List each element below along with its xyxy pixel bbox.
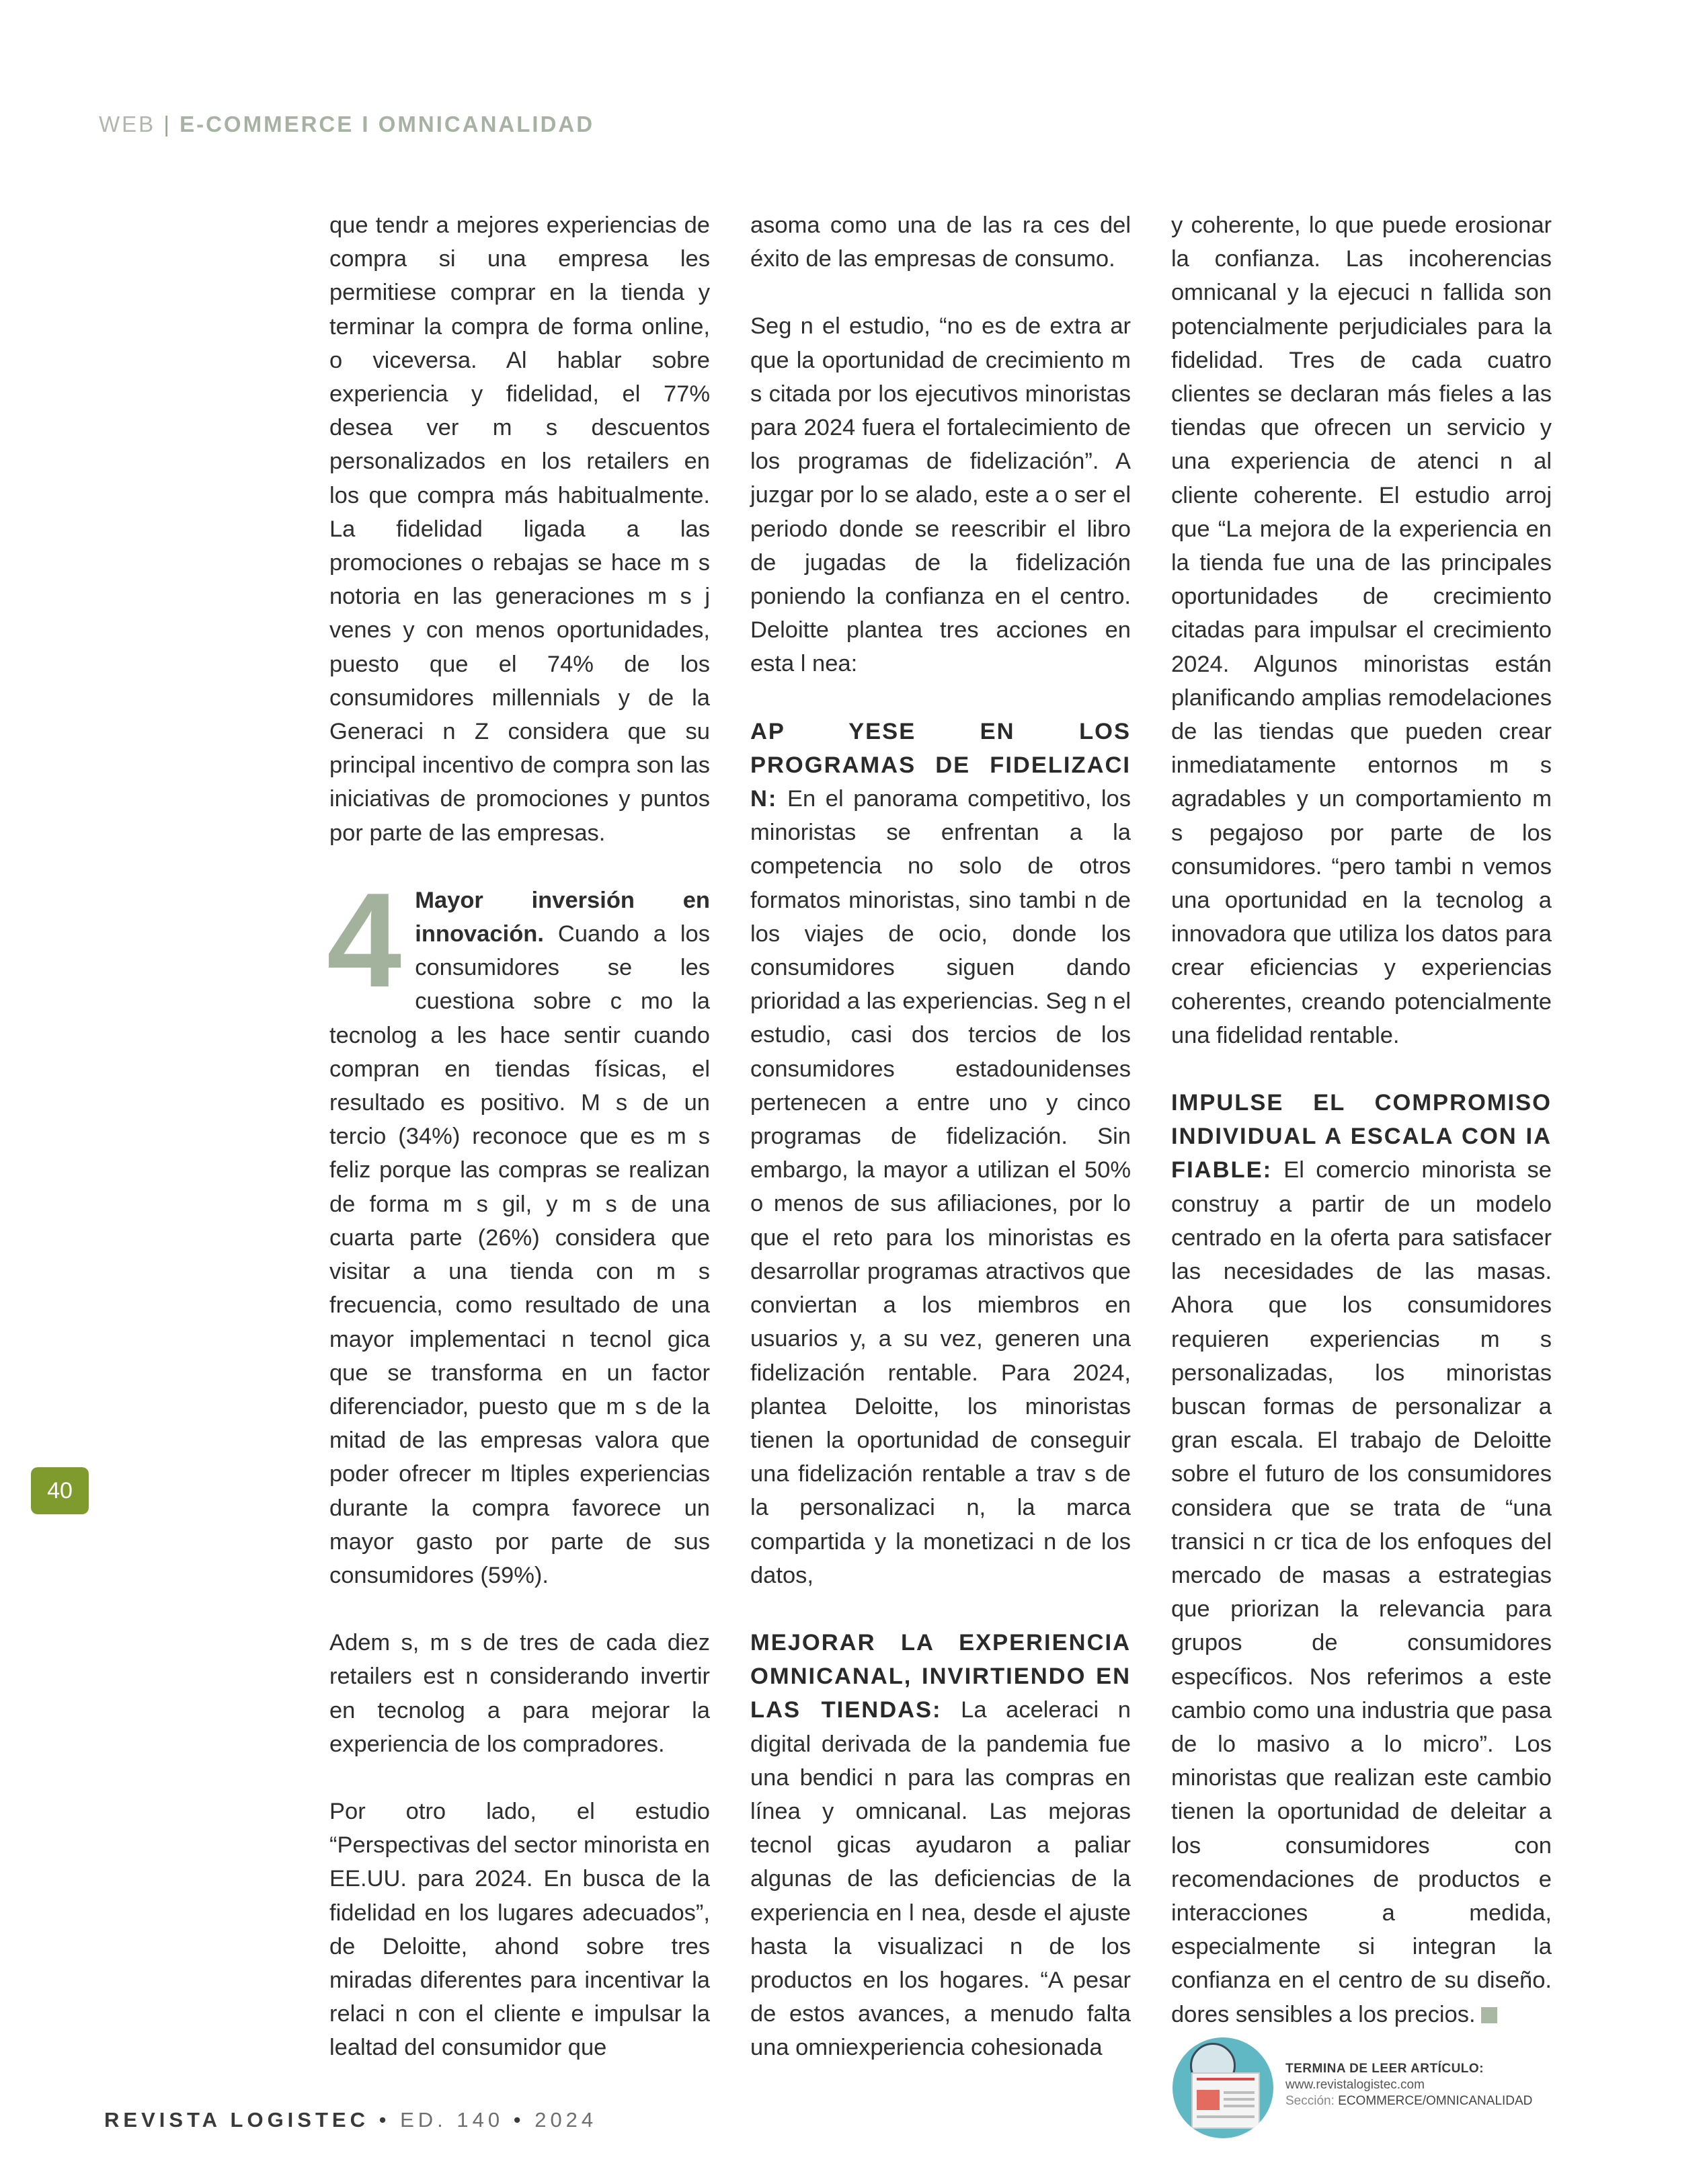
webpage-text-line [1197,2115,1255,2118]
article-column-2 [750,208,1131,2065]
paragraph [750,1626,1131,2065]
webpage-text-line [1224,2091,1255,2094]
drop-cap-number: 4 [327,865,402,1015]
webpage-header-bar [1197,2078,1255,2080]
website-globe-icon [1173,2037,1273,2138]
webpage-image-block [1197,2090,1220,2110]
cta-section-line [1285,2093,1532,2109]
end-of-article-square-icon [1481,2007,1497,2023]
paragraph-body: Cuando a los consumidores se les cuestiona sobre c mo la tecnolog a les hace sentir cuando compran en tiendas físicas, el resultado es positivo. M s de un tercio (34%) reconoce que es m s feliz porque las compras se realizan de forma m s gil, y m s de una cuarta parte (26%) considera que visitar a una tienda con m s frecuencia, como resultado de una mayor implementaci n tecnol gica que se transforma en un factor diferenciador, puesto que m s de la mitad de las empresas valora que poder ofrecer m ltiples experiencias durante la compra favorece un mayor gasto por parte de sus consumidores (59%). [329,921,710,1588]
header-web-label: WEB [99,112,156,136]
page-number-badge: 40 [31,1467,89,1514]
paragraph-body: En el panorama competitivo, los minoristas se enfrentan a la competencia no solo de otros formatos minoristas, sino tambi n de los viajes de ocio, donde los consumidores siguen dando prioridad a las experiencias. Seg n el estudio, casi dos tercios de los consumidores estadounidenses pertenecen a entre uno y cinco programas de fidelización. Sin embargo, la mayor a utilizan el 50% o menos de sus afiliaciones, por lo que el reto para los minoristas es desarrollar programas atractivos que conviertan a los miembros en usuarios y, a su vez, generen una fidelización rentable. Para 2024, plantea Deloitte, los minoristas tienen la oportunidad de conseguir una fidelización rentable a trav s de la personalizaci n, la marca compartida y la monetizaci n de los datos, [750,786,1131,1588]
paragraph: asoma como una de las ra ces del éxito de las empresas de consumo. [750,212,1131,272]
cta-section-label: Sección: [1285,2094,1335,2108]
footer-edition: ED. 140 [400,2108,504,2132]
paragraph [1171,1086,1552,2031]
footer-magazine-name: REVISTA LOGISTEC [104,2108,369,2132]
paragraph-lead: Mayor inversión en innovación. [415,887,710,947]
paragraph-body: El comercio minorista se construy a partir de un modelo centrado en la oferta para satisfacer las necesidades de las masas. Ahora que los consumidores requieren experiencias m s personalizadas, los minoristas buscan formas de personalizar a gran escala. El trabajo de Deloitte sobre el futuro de los consumidores considera que se trata de “una transici n cr tica de los enfoques del mercado de masas a estrategias que priorizan la relevancia para grupos de consumidores específicos. Nos referimos a este cambio como una industria que pasa de lo masivo a lo micro”. Los minoristas que realizan este cambio tienen la oportunidad de deleitar a los consumidores con recomendaciones de productos e interacciones a medida, especialmente si integran la confianza en el centro de su diseño. dores sensibles a los precios. [1171,1157,1552,2027]
webpage-text-line [1224,2098,1255,2101]
paragraph: Seg n el estudio, “no es de extra ar que la oportunidad de crecimiento m s citada por los ejecutivos minoristas para 2024 fuera el fortalecimiento de los programas de fidelización”. A juzgar por lo se alado, este a o ser el periodo donde se reescribir el libro de jugadas de la fidelización poniendo la confianza en el centro. Deloitte plantea tres acciones en esta l nea: [750,313,1131,677]
paragraph: y coherente, lo que puede erosionar la confianza. Las incoherencias omnicanal y la ejecuci n fallida son potencialmente perjudiciales para la fidelidad. Tres de cada cuatro clientes se declaran más fieles a las tiendas que ofrecen un servicio y una experiencia de atenci n al cliente coherente. El estudio arroj que “La mejora de la experiencia en la tienda fue una de las principales oportunidades de crecimiento citadas para impulsar el crecimiento 2024. Algunos minoristas están planificando amplias remodelaciones de las tiendas que pueden crear inmediatamente entornos m s agradables y un comportamiento m s pegajoso por parte de los consumidores. “pero tambi n vemos una oportunidad en la tecnolog a innovadora que utiliza los datos para crear eficiencias y experiencias coherentes, creando potencialmente una fidelidad rentable. [1171,212,1552,1048]
paragraph: que tendr a mejores experiencias de compra si una empresa les permitiese comprar en la tienda y terminar la compra de forma online, o viceversa. Al hablar sobre experiencia y fidelidad, el 77% desea ver m s descuentos personalizados en los retailers en los que compra más habitualmente. La fidelidad ligada a las promociones o rebajas se hace m s notoria en las generaciones m s j venes y con menos oportunidades, puesto que el 74% de los consumidores millennials y de la Generaci n Z considera que su principal incentivo de compra son las iniciativas de promociones y puntos por parte de las empresas. [329,212,710,846]
footer-year: 2024 [534,2108,598,2132]
paragraph [327,865,710,1592]
run-in-heading: MEJORAR LA EXPERIENCIA OMNICANAL, INVIRTIENDO EN LAS TIENDAS: [750,1629,1131,1723]
cta-title: TERMINA DE LEER ARTÍCULO: [1285,2062,1484,2076]
paragraph [750,715,1131,1592]
run-in-heading: AP YESE EN LOS PROGRAMAS DE FIDELIZACI N: [750,718,1131,812]
header-separator: | [163,112,171,136]
header-section-label: E-COMMERCE I OMNICANALIDAD [180,112,595,136]
footer-bullet: • [379,2108,391,2132]
webpage-icon [1191,2072,1260,2129]
paragraph: Adem s, m s de tres de cada diez retailers est n considerando invertir en tecnolog a para mejorar la experiencia de los compradores. [329,1630,710,1757]
read-more-callout [1285,2061,1532,2109]
article-column-3 [1171,208,1552,2031]
run-in-heading: IMPULSE EL COMPROMISO INDIVIDUAL A ESCALA CON IA FIABLE: [1171,1090,1552,1183]
paragraph-body: La aceleraci n digital derivada de la pandemia fue una bendici n para las compras en línea y omnicanal. Las mejoras tecnol gicas ayudaron a paliar algunas de las deficiencias de la experiencia en l nea, desde el ajuste hasta la visualizaci n de los productos en los hogares. “A pesar de estos avances, a menudo falta una omniexperiencia cohesionada [750,1697,1131,2061]
article-column-1 [329,208,710,2065]
paragraph: Por otro lado, el estudio “Perspectivas del sector minorista en EE.UU. para 2024. En busca de la fidelidad en los lugares adecuados”, de Deloitte, ahond sobre tres miradas diferentes para incentivar la relaci n con el cliente e impulsar la lealtad del consumidor que [329,1798,710,2061]
cta-section-value: ECOMMERCE/OMNICANALIDAD [1338,2094,1533,2108]
footer-bullet: • [513,2108,525,2132]
cta-url-link[interactable]: www.revistalogistec.com [1285,2078,1425,2092]
footer-publication [104,2108,597,2132]
section-header [99,112,594,137]
webpage-text-line [1224,2105,1255,2107]
